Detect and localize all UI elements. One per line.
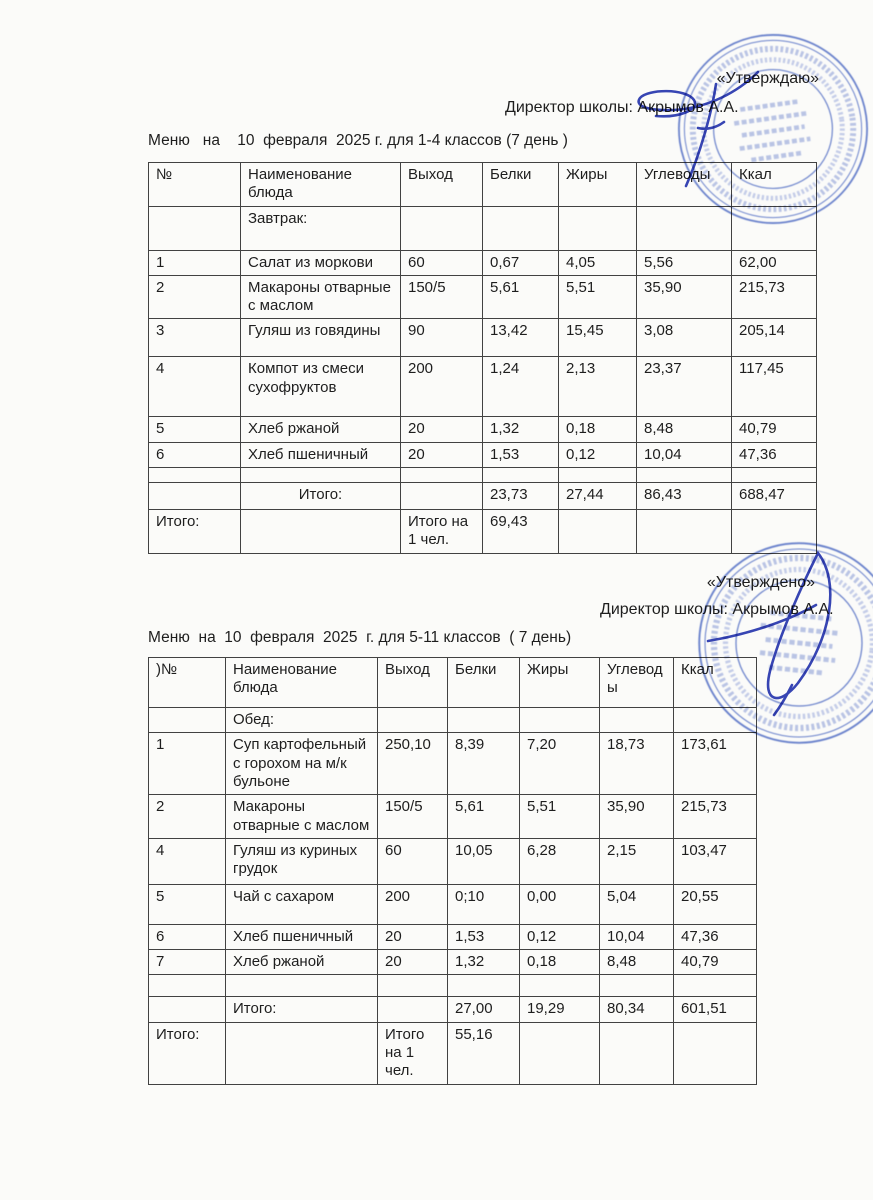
col-header-number: )№	[149, 658, 226, 708]
table-row	[149, 838, 757, 884]
table-cell: 90	[401, 319, 483, 357]
table-cell: 62,00	[732, 250, 817, 275]
table-row	[149, 950, 757, 975]
col-header-dish: Наименование блюда	[226, 658, 378, 708]
table-row	[149, 795, 757, 839]
table-cell: 19,29	[520, 997, 600, 1022]
table-cell: 0,18	[559, 417, 637, 442]
table-cell: 215,73	[732, 275, 817, 319]
table-cell: 205,14	[732, 319, 817, 357]
table-row	[149, 733, 757, 795]
col-header-fat: Жиры	[520, 658, 600, 708]
table-cell: 23,37	[637, 357, 732, 417]
table-cell: 103,47	[674, 838, 757, 884]
table-cell: 13,42	[483, 319, 559, 357]
table-row	[149, 884, 757, 924]
table-cell: Итого:	[149, 510, 241, 554]
table-cell	[600, 1022, 674, 1084]
table-cell: 8,48	[600, 950, 674, 975]
table-cell: 47,36	[674, 924, 757, 949]
table-cell	[732, 206, 817, 250]
table-cell: 2,15	[600, 838, 674, 884]
table-cell: 5,04	[600, 884, 674, 924]
table-cell: 5	[149, 417, 241, 442]
table-cell: 20	[378, 924, 448, 949]
table-cell	[149, 975, 226, 997]
table-cell: 23,73	[483, 483, 559, 510]
col-header-protein: Белки	[483, 163, 559, 207]
table-cell: 20	[378, 950, 448, 975]
table-cell: Суп картофельный с горохом на м/к бульоне	[226, 733, 378, 795]
table-cell: Хлеб пшеничный	[241, 442, 401, 467]
col-header-fat: Жиры	[559, 163, 637, 207]
table-cell: 6,28	[520, 838, 600, 884]
table-cell	[401, 483, 483, 510]
table-cell	[378, 975, 448, 997]
table-cell: 0,12	[559, 442, 637, 467]
table-cell: 4,05	[559, 250, 637, 275]
table-cell: Макароны отварные с маслом	[241, 275, 401, 319]
table-cell: 1,32	[448, 950, 520, 975]
table-cell	[149, 708, 226, 733]
table-cell	[674, 1022, 757, 1084]
table-cell: 1,32	[483, 417, 559, 442]
table-cell	[600, 975, 674, 997]
table-cell	[401, 468, 483, 483]
table-cell	[149, 206, 241, 250]
table-cell: 27,44	[559, 483, 637, 510]
table-cell: 55,16	[448, 1022, 520, 1084]
table-cell: 20	[401, 442, 483, 467]
table-cell: 5	[149, 884, 226, 924]
table-cell: Компот из смеси сухофруктов	[241, 357, 401, 417]
table-cell	[226, 975, 378, 997]
table-cell	[674, 708, 757, 733]
col-header-number: №	[149, 163, 241, 207]
table-cell: 69,43	[483, 510, 559, 554]
table-cell: 2,13	[559, 357, 637, 417]
table-cell: 5,51	[559, 275, 637, 319]
table-cell: 117,45	[732, 357, 817, 417]
table-cell	[732, 468, 817, 483]
approval-label-1: «Утверждаю»	[716, 70, 819, 87]
table-cell	[637, 206, 732, 250]
col-header-carbs: Углеводы	[637, 163, 732, 207]
table-row	[149, 275, 817, 319]
header-row	[149, 163, 817, 207]
table-cell	[378, 708, 448, 733]
table-cell: Обед:	[226, 708, 378, 733]
table-cell	[559, 468, 637, 483]
table-cell: 20,55	[674, 884, 757, 924]
table-cell: 0,18	[520, 950, 600, 975]
menu-title-5-11: Меню на 10 февраля 2025 г. для 5-11 классов ( 7 день)	[148, 629, 572, 646]
table-cell: Чай с сахаром	[226, 884, 378, 924]
table-cell	[520, 975, 600, 997]
col-header-protein: Белки	[448, 658, 520, 708]
table-cell: Макароны отварные с маслом	[226, 795, 378, 839]
table-cell: 47,36	[732, 442, 817, 467]
table-cell	[149, 483, 241, 510]
col-header-kcal: Ккал	[674, 658, 757, 708]
table-cell: 601,51	[674, 997, 757, 1022]
table-cell: 1	[149, 733, 226, 795]
table-cell	[401, 206, 483, 250]
table-cell	[637, 510, 732, 554]
col-header-dish: Наименование блюда	[241, 163, 401, 207]
table-cell	[674, 975, 757, 997]
table-cell: 18,73	[600, 733, 674, 795]
table-cell: 0,67	[483, 250, 559, 275]
table-row	[149, 417, 817, 442]
table-row	[149, 357, 817, 417]
header-row	[149, 658, 757, 708]
table-cell: 15,45	[559, 319, 637, 357]
table-cell: Хлеб ржаной	[241, 417, 401, 442]
col-header-output: Выход	[401, 163, 483, 207]
table-row	[149, 483, 817, 510]
table-cell: Хлеб ржаной	[226, 950, 378, 975]
table-cell	[520, 1022, 600, 1084]
table-cell: 40,79	[732, 417, 817, 442]
table-cell: Итого:	[226, 997, 378, 1022]
table-cell: 215,73	[674, 795, 757, 839]
table-cell: 3,08	[637, 319, 732, 357]
menu-title-1-4: Меню на 10 февраля 2025 г. для 1-4 классов (7 день )	[148, 132, 568, 149]
table-cell: 8,39	[448, 733, 520, 795]
table-row	[149, 997, 757, 1022]
table-cell: Гуляш из говядины	[241, 319, 401, 357]
table-cell	[520, 708, 600, 733]
table-cell	[483, 206, 559, 250]
table-cell	[241, 510, 401, 554]
table-cell	[226, 1022, 378, 1084]
table-cell: 150/5	[401, 275, 483, 319]
table-cell: 1,53	[483, 442, 559, 467]
table-cell	[448, 708, 520, 733]
table-cell	[378, 997, 448, 1022]
director-line-1: Директор школы: Акрымов А.А.	[505, 99, 739, 116]
table-cell	[448, 975, 520, 997]
menu-table-5-11	[148, 657, 757, 1085]
table-cell: 688,47	[732, 483, 817, 510]
table-cell	[600, 708, 674, 733]
table-cell: 150/5	[378, 795, 448, 839]
director-line-2: Директор школы: Акрымов А.А.	[600, 601, 834, 618]
table-cell	[732, 510, 817, 554]
table-cell: 27,00	[448, 997, 520, 1022]
table-cell: 4	[149, 838, 226, 884]
table-cell: 60	[378, 838, 448, 884]
table-cell: 0,00	[520, 884, 600, 924]
table-cell: Итого на 1 чел.	[401, 510, 483, 554]
table-cell	[559, 206, 637, 250]
table-cell: 10,04	[637, 442, 732, 467]
table-cell: Хлеб пшеничный	[226, 924, 378, 949]
table-cell: 1	[149, 250, 241, 275]
table-row	[149, 708, 757, 733]
table-cell	[149, 997, 226, 1022]
menu-table-1-4	[148, 162, 817, 554]
table-cell: 10,05	[448, 838, 520, 884]
table-cell: 7	[149, 950, 226, 975]
table-row	[149, 250, 817, 275]
table-cell: 200	[401, 357, 483, 417]
table-row	[149, 510, 817, 554]
table-cell: 6	[149, 442, 241, 467]
table-cell: 5,56	[637, 250, 732, 275]
table-cell	[637, 468, 732, 483]
table-cell: 1,53	[448, 924, 520, 949]
table-row	[149, 468, 817, 483]
table-cell	[149, 468, 241, 483]
col-header-carbs: Углеводы	[600, 658, 674, 708]
table-cell: 35,90	[637, 275, 732, 319]
table-cell	[559, 510, 637, 554]
table-cell: 2	[149, 795, 226, 839]
table-cell: Завтрак:	[241, 206, 401, 250]
table-cell: 35,90	[600, 795, 674, 839]
table-cell	[241, 468, 401, 483]
table-cell: 4	[149, 357, 241, 417]
table-row	[149, 924, 757, 949]
table-row	[149, 442, 817, 467]
table-cell: 173,61	[674, 733, 757, 795]
table-cell: Итого на 1 чел.	[378, 1022, 448, 1084]
table-cell: 0,12	[520, 924, 600, 949]
table-row	[149, 1022, 757, 1084]
table-cell: 5,51	[520, 795, 600, 839]
table-cell: 5,61	[483, 275, 559, 319]
table-cell: 3	[149, 319, 241, 357]
table-cell: 1,24	[483, 357, 559, 417]
col-header-kcal: Ккал	[732, 163, 817, 207]
table-cell: 6	[149, 924, 226, 949]
table-cell: Итого:	[241, 483, 401, 510]
approval-label-2: «Утверждено»	[706, 574, 815, 591]
table-row	[149, 206, 817, 250]
table-cell: 80,34	[600, 997, 674, 1022]
table-cell: Гуляш из куриных грудок	[226, 838, 378, 884]
table-cell: 7,20	[520, 733, 600, 795]
table-cell: 200	[378, 884, 448, 924]
table-cell	[483, 468, 559, 483]
table-cell: 60	[401, 250, 483, 275]
table-cell: Итого:	[149, 1022, 226, 1084]
col-header-output: Выход	[378, 658, 448, 708]
table-cell: 5,61	[448, 795, 520, 839]
table-cell: 8,48	[637, 417, 732, 442]
table-cell: 2	[149, 275, 241, 319]
table-cell: Салат из моркови	[241, 250, 401, 275]
table-cell: 40,79	[674, 950, 757, 975]
table-row	[149, 975, 757, 997]
table-cell: 250,10	[378, 733, 448, 795]
table-cell: 0;10	[448, 884, 520, 924]
table-cell: 10,04	[600, 924, 674, 949]
table-cell: 86,43	[637, 483, 732, 510]
table-cell: 20	[401, 417, 483, 442]
table-row	[149, 319, 817, 357]
